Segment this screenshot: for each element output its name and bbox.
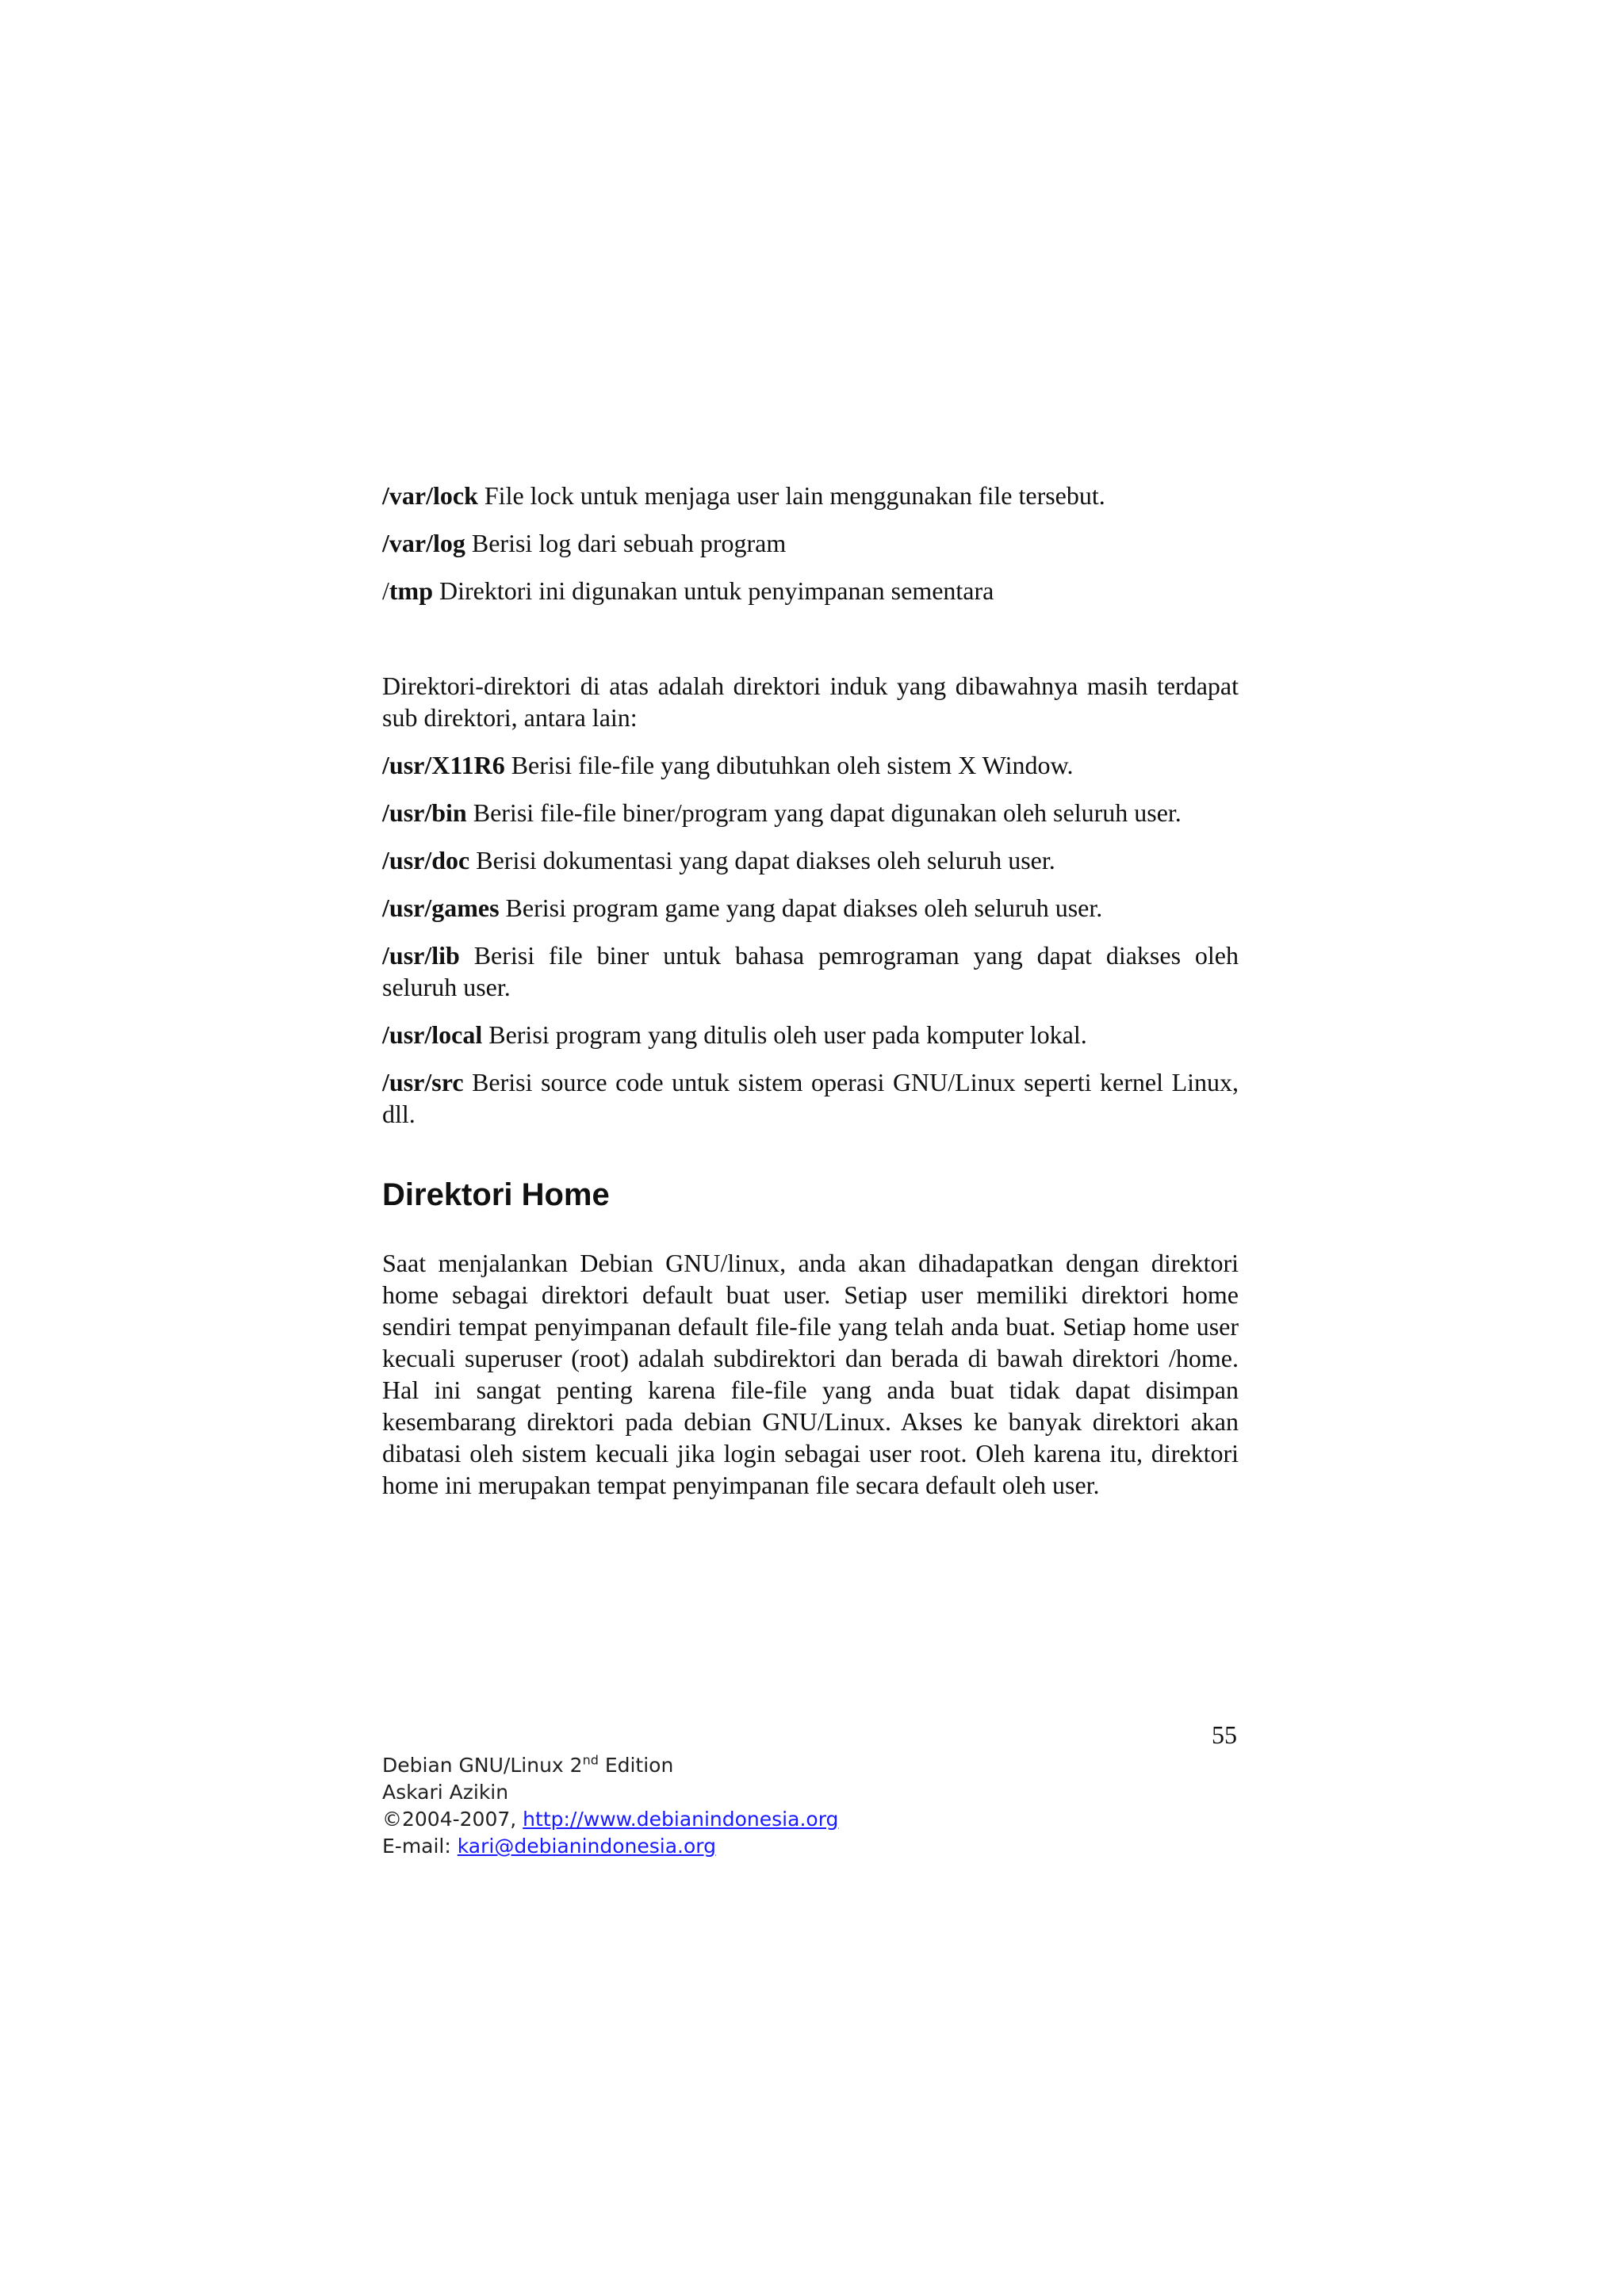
entry-path: /usr/bin — [382, 798, 467, 827]
entry-usr-doc — [382, 844, 1239, 876]
content-column — [382, 480, 1239, 1501]
spacer — [382, 622, 1239, 670]
entry-usr-games — [382, 892, 1239, 924]
page-number: 55 — [1212, 1720, 1237, 1749]
entry-prefix: / — [382, 576, 389, 605]
section-body: Saat menjalankan Debian GNU/linux, anda akan dihadapatkan dengan direktori home sebagai direktori default buat user. Setiap user memiliki direktori home sendiri tempat penyimpanan default file-file yang telah anda buat. Setiap home user kecuali superuser (root) adalah subdirektori dan berada di bawah direktori /home. Hal ini sangat penting karena file-file yang anda buat tidak dapat disimpan kesembarang direktori pada debian GNU/Linux. Akses ke banyak direktori akan dibatasi oleh sistem kecuali jika login sebagai user root. Oleh karena itu, direktori home ini merupakan tempat penyimpanan file secara default oleh user. — [382, 1249, 1239, 1499]
entry-usr-src — [382, 1066, 1239, 1130]
footer-edition-sup: nd — [582, 1752, 599, 1768]
footer-author: Askari Azikin — [382, 1781, 509, 1804]
footer-copyright — [382, 1806, 1175, 1833]
entry-tmp — [382, 575, 1239, 607]
entry-path: tmp — [389, 576, 433, 605]
entry-desc: Berisi program game yang dapat diakses oleh seluruh user. — [499, 894, 1103, 922]
entry-path: /usr/X11R6 — [382, 751, 505, 779]
entry-desc: Berisi log dari sebuah program — [465, 529, 787, 557]
entry-desc: Berisi file-file biner/program yang dapat digunakan oleh seluruh user. — [466, 798, 1182, 827]
footer-email-label: E-mail: — [382, 1835, 458, 1858]
entry-path: /var/log — [382, 529, 465, 557]
entry-desc: File lock untuk menjaga user lain menggunakan file tersebut. — [477, 481, 1105, 510]
entry-desc: Berisi file biner untuk bahasa pemrograman yang dapat diakses oleh seluruh user. — [382, 941, 1239, 1001]
entry-usr-bin — [382, 797, 1239, 828]
entry-usr-local — [382, 1019, 1239, 1050]
entry-desc: Direktori ini digunakan untuk penyimpanan sementara — [433, 576, 994, 605]
entry-path: /usr/local — [382, 1020, 483, 1049]
entry-path: /usr/src — [382, 1068, 464, 1096]
footer-email — [382, 1833, 1175, 1860]
entry-usr-x11r6 — [382, 749, 1239, 781]
entry-path: /usr/doc — [382, 846, 470, 874]
entry-path: /var/lock — [382, 481, 478, 510]
entry-var-lock — [382, 480, 1239, 511]
footer-title-text: Debian GNU/Linux 2 — [382, 1754, 583, 1777]
footer — [382, 1752, 1175, 1860]
section-heading: Direktori Home — [382, 1177, 610, 1212]
entry-desc: Berisi source code untuk sistem operasi GNU/Linux seperti kernel Linux, dll. — [382, 1068, 1239, 1128]
footer-book-title — [382, 1752, 1175, 1779]
entry-desc: Berisi program yang ditulis oleh user pada komputer lokal. — [482, 1020, 1087, 1049]
entry-desc: Berisi dokumentasi yang dapat diakses oleh seluruh user. — [469, 846, 1055, 874]
entry-desc: Berisi file-file yang dibutuhkan oleh sistem X Window. — [504, 751, 1074, 779]
entry-usr-lib — [382, 939, 1239, 1003]
entry-path: /usr/lib — [382, 941, 460, 970]
footer-url-link[interactable]: http://www.debianindonesia.org — [523, 1808, 839, 1831]
footer-email-link[interactable]: kari@debianindonesia.org — [457, 1835, 716, 1858]
entry-var-log — [382, 527, 1239, 559]
intro-paragraph: Direktori-direktori di atas adalah direktori induk yang dibawahnya masih terdapat sub direktori, antara lain: — [382, 672, 1239, 732]
footer-copyright-text: ©2004-2007, — [382, 1808, 523, 1831]
footer-edition-word: Edition — [598, 1754, 674, 1777]
entry-path: /usr/games — [382, 894, 500, 922]
